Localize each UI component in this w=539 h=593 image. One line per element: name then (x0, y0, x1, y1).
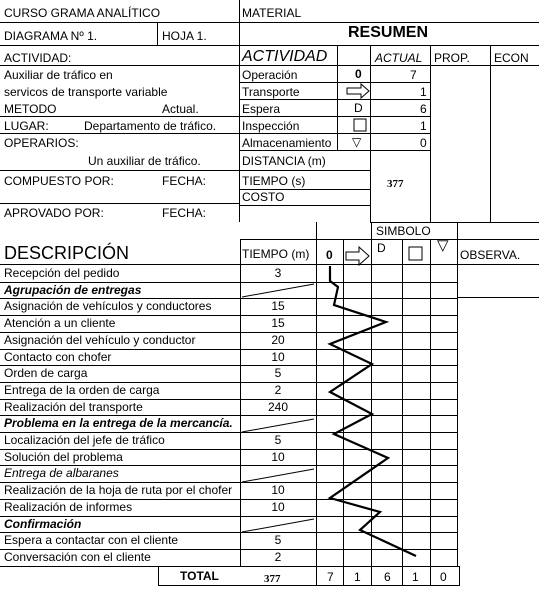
table-row-description: Realización de informes (4, 500, 133, 514)
summary-actual-header: ACTUAL (375, 51, 423, 65)
summary-value-operacion: 7 (410, 68, 417, 82)
descripcion-header: DESCRIPCIÓN (4, 243, 130, 263)
table-row-time: 2 (274, 383, 282, 397)
table-row-time: 10 (271, 483, 285, 497)
table-row-time: 15 (271, 299, 285, 313)
table-row-time: 240 (267, 400, 289, 414)
summary-row-espera: Espera (242, 102, 281, 116)
chart-title: CURSO GRAMA ANALÍTICO (4, 6, 161, 20)
total-label: TOTAL (180, 569, 219, 583)
storage-symbol-icon: ▽ (352, 135, 362, 149)
resumen-heading: RESUMEN (348, 24, 429, 41)
table-row-description: Conversación con el cliente (4, 550, 151, 564)
header-delay-icon: D (377, 241, 386, 255)
summary-value-almacenamiento: 0 (420, 136, 427, 150)
header-storage-icon: ▽ (437, 237, 449, 254)
table-row-time: 5 (274, 366, 282, 380)
slash-marks (242, 284, 314, 532)
diagrama-label: DIAGRAMA Nº 1. (4, 29, 98, 43)
table-row-description: Problema en la entrega de la mercancía. (4, 416, 233, 430)
observaciones-header: OBSERVA. (460, 248, 521, 262)
table-row-time: 10 (271, 450, 285, 464)
table-row-description: Agrupación de entregas (4, 283, 142, 297)
table-row-description: Realización de la hoja de ruta por el chofer (4, 483, 233, 497)
summary-row-operacion: Operación (242, 68, 298, 82)
summary-prop-header: PROP. (434, 51, 470, 65)
simbolo-header: SIMBOLO (376, 224, 431, 238)
tiempo-value: 377 (387, 178, 404, 190)
operarios-value: Un auxiliar de tráfico. (88, 154, 201, 168)
table-row-description: Confirmación (4, 517, 82, 531)
table-row-description: Entrega de la orden de carga (4, 383, 160, 397)
total-inspection: 1 (412, 570, 419, 584)
transport-arrow-icon (347, 84, 369, 98)
total-delay: 6 (384, 570, 391, 584)
summary-value-espera: 6 (420, 102, 427, 116)
costo-label: COSTO (242, 190, 285, 204)
inspection-square-icon (354, 119, 366, 131)
summary-value-transporte: 1 (420, 85, 427, 99)
actividad-label: ACTIVIDAD: (4, 51, 72, 65)
summary-row-inspeccion: Inspección (242, 119, 300, 133)
summary-actividad-header: ACTIVIDAD (242, 48, 328, 65)
table-row-time: 5 (274, 433, 282, 447)
lugar-label: LUGAR: (4, 119, 49, 133)
table-row-description: Asignación de vehículos y conductores (4, 299, 212, 313)
material-label: MATERIAL (242, 6, 302, 20)
header-inspection-square-icon (409, 247, 422, 260)
table-row-description: Realización del transporte (4, 400, 143, 414)
table-row-description: Atención a un cliente (4, 316, 116, 330)
total-operation: 7 (327, 570, 334, 584)
lugar-value: Departamento de tráfico. (84, 119, 217, 133)
table-row-description: Contacto con chofer (4, 350, 112, 364)
fecha-label-1: FECHA: (162, 174, 207, 188)
table-row-description: Entrega de albaranes (4, 466, 119, 480)
flow-line (330, 266, 416, 556)
metodo-label: METODO (4, 102, 57, 116)
operation-symbol-icon: 0 (355, 67, 362, 81)
table-row-description: Asignación del vehículo y conductor (4, 333, 196, 347)
total-transport: 1 (354, 570, 361, 584)
aprobado-label: APROVADO POR: (4, 206, 104, 220)
table-row-time: 3 (274, 266, 282, 280)
total-time: 377 (264, 573, 281, 585)
fecha-label-2: FECHA: (162, 206, 207, 220)
table-row-time: 20 (271, 333, 285, 347)
tiempo-label: TIEMPO (s) (242, 174, 306, 188)
summary-row-transporte: Transporte (242, 85, 300, 99)
table-row-time: 2 (274, 550, 282, 564)
tiempo-header: TIEMPO (m) (242, 247, 310, 261)
total-storage: 0 (440, 570, 447, 584)
table-row-time: 5 (274, 533, 282, 547)
summary-row-almacenamiento: Almacenamiento (242, 136, 332, 150)
table-row-time: 10 (271, 350, 285, 364)
header-transport-arrow-icon (346, 247, 369, 265)
compuesto-label: COMPUESTO POR: (4, 174, 114, 188)
table-row-description: Espera a contactar con el cliente (4, 533, 179, 547)
table-row-description: Solución del problema (4, 450, 123, 464)
hoja-label: HOJA 1. (162, 29, 207, 43)
table-row-description: Orden de carga (4, 366, 88, 380)
metodo-value: Actual. (162, 102, 199, 116)
summary-econ-header: ECON (494, 51, 529, 65)
table-row-description: Recepción del pedido (4, 266, 120, 280)
table-row-time: 10 (271, 500, 285, 514)
table-row-time: 15 (271, 316, 285, 330)
header-operation-icon: 0 (326, 248, 333, 262)
operarios-label: OPERARIOS: (4, 136, 79, 150)
delay-symbol-icon: D (354, 101, 363, 115)
distancia-label: DISTANCIA (m) (242, 154, 326, 168)
actividad-value-2: servicos de transporte variable (4, 85, 168, 99)
actividad-value-1: Auxiliar de tráfico en (4, 68, 113, 82)
table-row-description: Localización del jefe de tráfico (4, 433, 165, 447)
summary-value-inspeccion: 1 (420, 119, 427, 133)
